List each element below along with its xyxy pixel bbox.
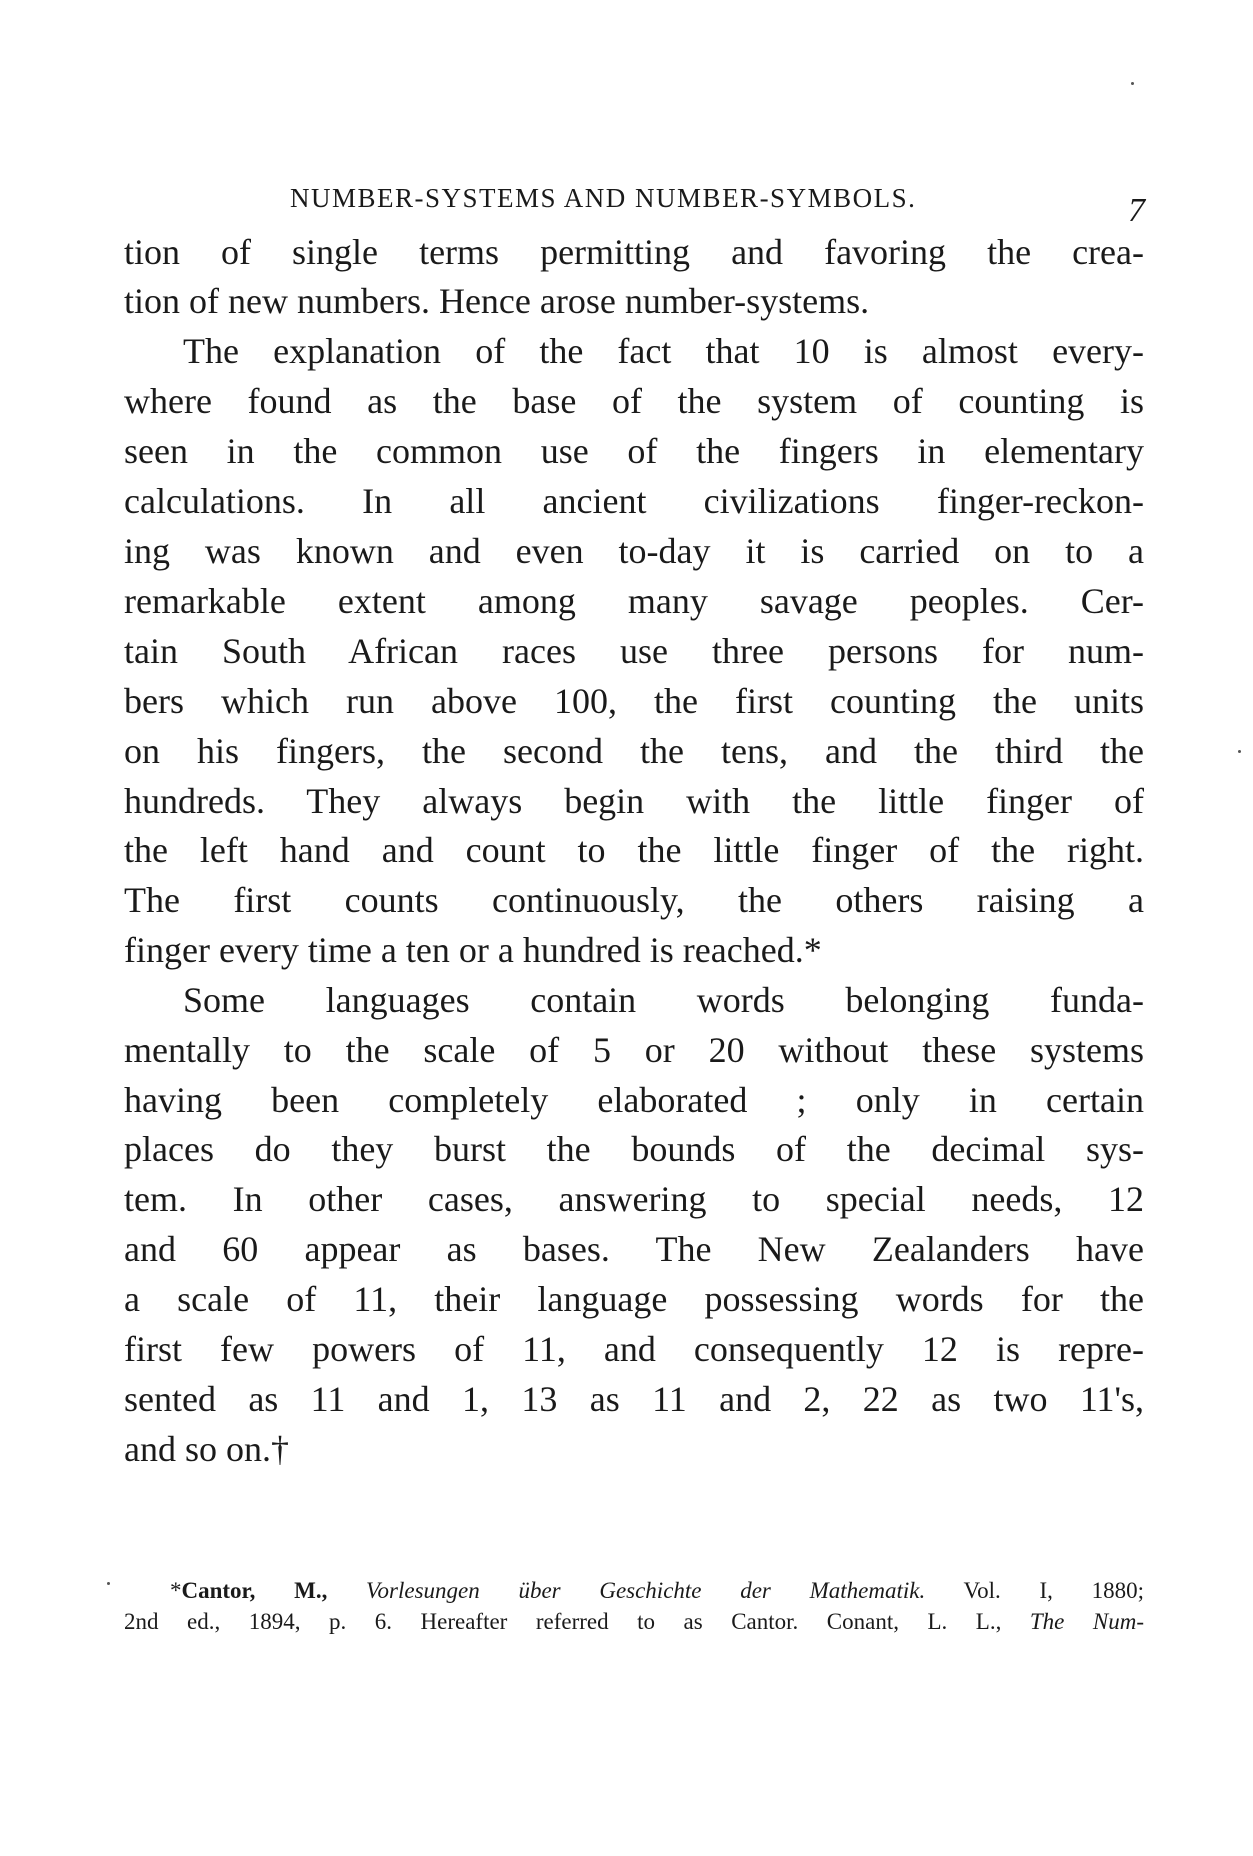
body-line-18: having been completely elaborated ; only in certain [124,1080,1144,1120]
body-line-4: where found as the base of the system of counting is [124,381,1144,421]
body-line-9: tain South African races use three persons for num- [124,631,1144,671]
body-line-21: and 60 appear as bases. The New Zealanders have [124,1229,1144,1269]
footnote-line-1 [170,1577,1144,1605]
running-title: NUMBER-SYSTEMS AND NUMBER-SYMBOLS. [290,183,917,213]
body-line-13: the left hand and count to the little finger of the right. [124,830,1144,870]
body-line-5: seen in the common use of the fingers in elementary [124,431,1144,471]
body-line-22: a scale of 11, their language possessing words for the [124,1279,1144,1319]
footnote-title: Vorlesungen über Geschichte der Mathematik. [366,1578,926,1603]
footnote-volume: Vol. I, 1880; [963,1578,1145,1603]
footnote-line-2 [124,1608,1144,1636]
scan-speck [1238,750,1241,753]
body-line-15: finger every time a ten or a hundred is reached.* [124,930,822,970]
body-line-17: mentally to the scale of 5 or 20 without these systems [124,1030,1144,1070]
body-line-24: sented as 11 and 1, 13 as 11 and 2, 22 as two 11's, [124,1379,1144,1419]
body-line-25: and so on.† [124,1429,289,1469]
body-line-11: on his fingers, the second the tens, and the third the [124,731,1144,771]
body-line-8: remarkable extent among many savage peoples. Cer- [124,581,1144,621]
footnote-marker: * [170,1578,182,1603]
body-line-1: tion of single terms permitting and favoring the crea- [124,232,1144,272]
body-line-10: bers which run above 100, the first counting the units [124,681,1144,721]
body-line-7: ing was known and even to-day it is carried on to a [124,531,1144,571]
page-number: 7 [1128,192,1145,229]
body-line-6: calculations. In all ancient civilizations finger-reckon- [124,481,1144,521]
footnote-author: Cantor, M., [181,1578,328,1603]
body-line-3: The explanation of the fact that 10 is almost every- [183,331,1144,371]
body-line-2: tion of new numbers. Hence arose number-systems. [124,281,870,321]
body-line-19: places do they burst the bounds of the decimal sys- [124,1129,1144,1169]
body-line-20: tem. In other cases, answering to special needs, 12 [124,1179,1144,1219]
body-line-16: Some languages contain words belonging funda- [183,980,1144,1020]
body-line-12: hundreds. They always begin with the little finger of [124,781,1144,821]
scan-speck [1131,82,1134,85]
body-line-23: first few powers of 11, and consequently 12 is repre- [124,1329,1144,1369]
footnote-title-2: The Num- [1029,1609,1144,1634]
footnote-edition: 2nd ed., 1894, p. 6. Hereafter referred to as Cantor. Conant, L. L., [124,1609,1002,1634]
scan-speck [107,1582,110,1585]
body-line-14: The first counts continuously, the others raising a [124,880,1144,920]
